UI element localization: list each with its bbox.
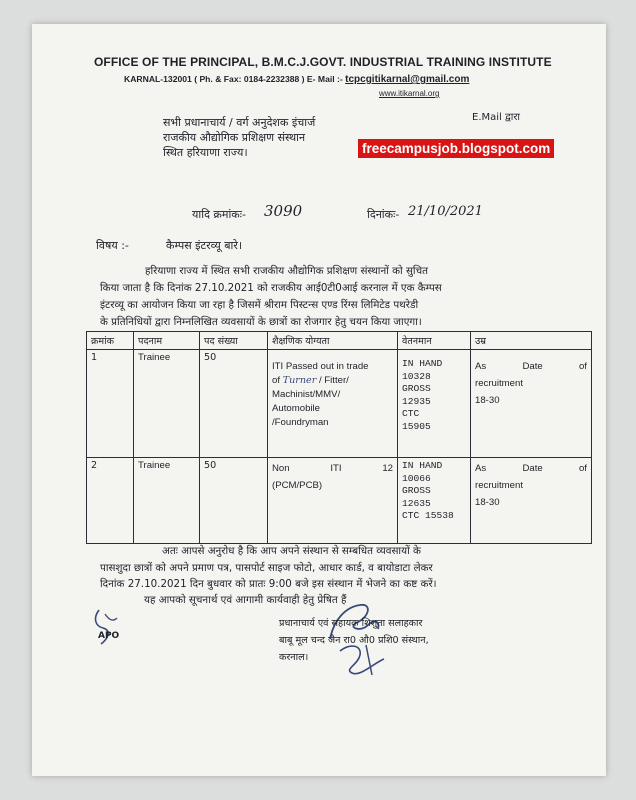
age-line: recruitment [475, 480, 523, 491]
email-via: E.Mail द्वारा [472, 112, 521, 123]
closing-line: पासशुदा छात्रों को अपने प्रमाण पत्र, पासपोर्ट साइज फोटो, आधार कार्ड, व बायोडाटा लेकर [100, 562, 433, 574]
addressee-line: राजकीय औद्योगिक प्रशिक्षण संस्थान [163, 131, 306, 144]
row-age [471, 458, 592, 544]
qual-rest: / Fitter/ [318, 375, 349, 386]
subject-text: कैम्पस इंटरव्यू बारे। [166, 239, 243, 252]
pay-line: 10066 [402, 472, 431, 484]
row-count: 50 [200, 350, 268, 458]
pay-line: CTC [402, 408, 420, 419]
column-header: पदनाम [134, 332, 200, 350]
row-serial: 1 [87, 350, 134, 458]
closing-line: यह आपको सूचनार्थ एवं आगामी कार्यवाही हेतु प्रेषित हैं [144, 594, 347, 606]
qual-line: (PCM/PCB) [272, 480, 323, 491]
age-line [475, 358, 587, 375]
table-header-row [87, 332, 592, 350]
qual-line: Machinist/MMV/ [272, 389, 341, 400]
addressee-line: सभी प्रधानाचार्य / वर्ग अनुदेशक इंचार्ज [163, 116, 316, 129]
letter-sheet [32, 24, 606, 776]
signature-line: बाबू मूल चन्द जैन रा0 औ0 प्रशि0 संस्थान, [279, 635, 429, 646]
office-contact [124, 74, 469, 85]
column-header: उम्र [471, 332, 592, 350]
row-serial: 2 [87, 458, 134, 544]
row-count: 50 [200, 458, 268, 544]
qual-word: ITI [330, 463, 342, 474]
pay-line: IN HAND [402, 358, 443, 369]
qual-of: of [272, 375, 281, 386]
pay-line: GROSS [402, 383, 431, 394]
email-link[interactable]: tcpcgitikarnal@gmail.com [345, 74, 470, 85]
vacancy-table [86, 331, 592, 544]
qual-line [272, 374, 393, 388]
date-label: दिनांकः- [367, 208, 400, 221]
column-header: वेतनमान [398, 332, 471, 350]
reference-number: 3090 [264, 202, 303, 220]
age-word: of [578, 361, 587, 372]
row-age [471, 350, 592, 458]
qual-line: ITI Passed out in trade [272, 361, 369, 372]
website-link[interactable]: www.itikarnal.org [379, 89, 440, 98]
column-header: पद संख्या [200, 332, 268, 350]
column-header: शैक्षणिक योग्यता [268, 332, 398, 350]
pay-line: 12935 [402, 395, 431, 407]
apo-label: APO [98, 631, 120, 641]
age-word: As [475, 463, 487, 474]
pay-line: 15905 [402, 420, 431, 432]
contact-line: KARNAL-132001 ( Ph. & Fax: 0184-2232388 ) E- Mail :- [124, 74, 343, 84]
pay-line: GROSS [402, 485, 431, 496]
body-line: किया जाता है कि दिनांक 27.10.2021 को राजकीय आई0टी0आई करनाल में एक कैम्पस [100, 282, 442, 294]
body-line: हरियाणा राज्य में स्थित सभी राजकीय औद्योगिक प्रशिक्षण संस्थानों को सुचित [145, 265, 428, 277]
qual-line [272, 460, 393, 477]
addressee-line: स्थित हरियाणा राज्य। [163, 146, 248, 159]
row-qualification [268, 350, 398, 458]
closing-line: दिनांक 27.10.2021 दिन बुधवार को प्रातः 9:00 बजे इस संस्थान में भेजने का कष्ट करें। [100, 578, 437, 590]
qual-word: 12 [382, 463, 393, 474]
handwritten-trade: Turner [282, 375, 317, 386]
reference-label: यादि क्रमांकः- [192, 208, 246, 221]
row-post: Trainee [134, 350, 200, 458]
qual-line: /Foundryman [272, 417, 329, 428]
column-header: क्रमांक [87, 332, 134, 350]
row-post: Trainee [134, 458, 200, 544]
pay-line: 12635 [402, 497, 431, 509]
signature-line: प्रधानाचार्य एवं सहायक शिशुता सलाहकार [279, 618, 423, 629]
table-row [87, 350, 592, 458]
letter-date: 21/10/2021 [408, 204, 483, 219]
signature-line: करनाल। [279, 652, 309, 663]
watermark-banner[interactable]: freecampusjob.blogspot.com [358, 139, 554, 158]
age-line [475, 460, 587, 477]
row-pay [398, 458, 471, 544]
closing-line: अतः आपसे अनुरोध है कि आप अपने संस्थान से सम्बधित व्यवसायों के [162, 545, 421, 557]
age-word: of [578, 463, 587, 474]
age-line: recruitment [475, 378, 523, 389]
office-title: OFFICE OF THE PRINCIPAL, B.M.C.J.GOVT. INDUSTRIAL TRAINING INSTITUTE [94, 55, 552, 69]
row-pay [398, 350, 471, 458]
age-line: 18-30 [475, 395, 500, 406]
age-word: Date [522, 361, 543, 372]
body-line: के प्रतिनिधियों द्वारा निम्नलिखित व्यवसायों के छात्रों का रोजगार हेतु चयन किया जाएगा। [100, 316, 422, 328]
pay-line: CTC 15538 [402, 510, 454, 521]
qual-line: Automobile [272, 403, 320, 414]
age-word: Date [522, 463, 543, 474]
pay-line: 10328 [402, 370, 431, 382]
subject-label: विषय :- [96, 239, 129, 252]
body-line: इंटरव्यू का आयोजन किया जा रहा है जिसमें श्रीराम पिस्टन्स एण्ड रिंग्स लिमिटेड पथरेडी [100, 299, 419, 311]
table-row [87, 458, 592, 544]
age-word: As [475, 361, 487, 372]
qual-word: Non [272, 463, 290, 474]
apo-initials-icon [87, 604, 133, 652]
age-line: 18-30 [475, 497, 500, 508]
row-qualification [268, 458, 398, 544]
pay-line: IN HAND [402, 460, 443, 471]
